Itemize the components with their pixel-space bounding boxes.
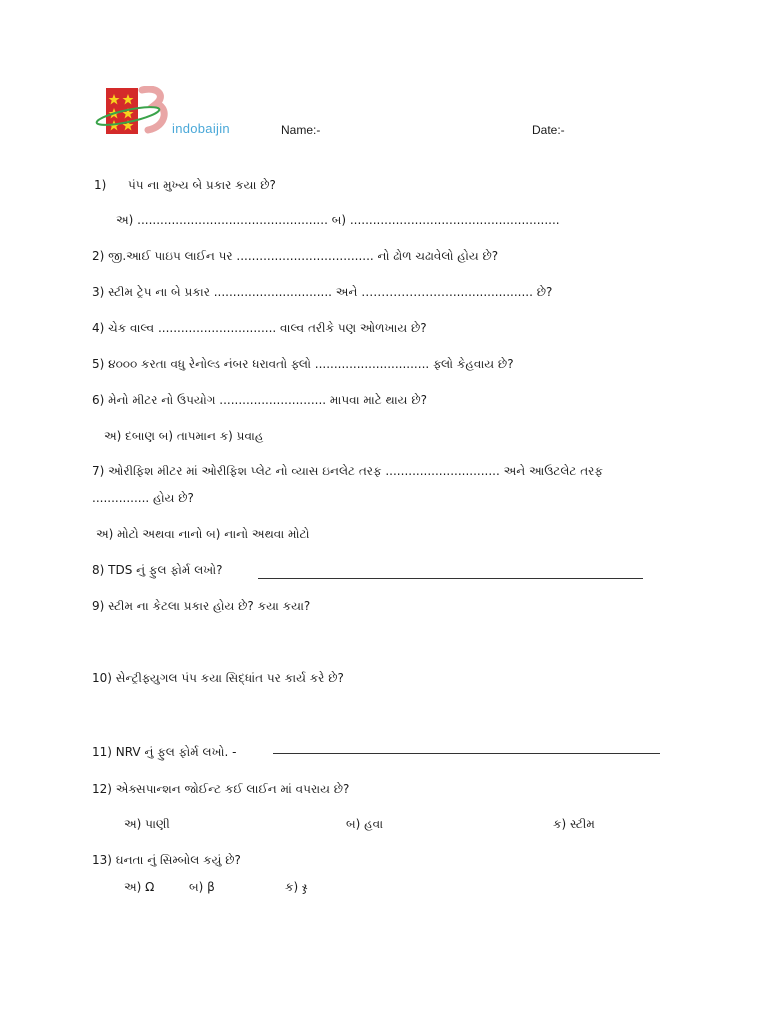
question-13-text: 13) ઘનતા નું સિમ્બોલ કયું છે?	[92, 853, 241, 867]
question-8-text: 8) TDS નું ફુલ ફોર્મ લખો?	[92, 563, 223, 577]
question-6-text: 6) મેનો મીટર નો ઉપયોગ ............................ માપવા માટે થાય છે?	[92, 393, 427, 407]
question-13-option-a: અ) Ω	[124, 880, 155, 894]
question-12-text: 12) એક્સપાન્શન જોઈન્ટ કઈ લાઈન માં વપરાય છે?	[92, 782, 350, 796]
question-4-text: 4) ચેક વાલ્વ ............................... વાલ્વ તરીકે પણ ઓળખાય છે?	[92, 321, 427, 335]
question-12-option-c: ક) સ્ટીમ	[553, 817, 595, 831]
question-12-option-b: બ) હવા	[346, 817, 384, 831]
question-9-text: 9) સ્ટીમ ના કેટલા પ્રકાર હોય છે? કયા કયા?	[92, 599, 311, 613]
question-8-answer-line[interactable]	[258, 578, 643, 579]
date-label: Date:-	[532, 123, 565, 137]
question-7-text: 7) ઓરીફિશ મીટર માં ઓરીફિશ પ્લેટ નો વ્યાસ ઇનલેટ તરફ .............................. અને આઉટલેટ તરફ	[92, 464, 603, 478]
question-13-option-c: ક) ჯ	[285, 880, 308, 894]
question-5-text: 5) ૪૦૦૦ કરતા વધુ રેનોલ્ડ નંબર ધરાવતો ફ્લો .............................. ફ્લો કેહવાય છે?	[92, 357, 514, 371]
question-2-text: 2) જી.આઈ પાઇપ લાઈન પર .................................... નો ઢોળ ચઢાવેલો હોય છે?	[92, 249, 499, 263]
question-3-text: 3) સ્ટીમ ટ્રેપ ના બે પ્રકાર ............................... અને ……………….…...................... છે?	[92, 285, 553, 299]
question-1-options: અ) .................................................. બ) .......................................................	[116, 213, 560, 227]
name-label: Name:-	[281, 123, 321, 137]
question-7-options: અ) મોટો અથવા નાનો બ) નાનો અથવા મોટો	[96, 527, 310, 541]
question-1-text: પંપ ના મુખ્ય બે પ્રકાર કયા છે?	[128, 178, 276, 192]
logo-mark-icon	[94, 86, 174, 136]
question-11-answer-line[interactable]	[273, 753, 660, 754]
question-12-option-a: અ) પાણી	[124, 817, 170, 831]
question-1-number: 1)	[94, 178, 107, 192]
question-6-options: અ) દબાણ બ) તાપમાન ક) પ્રવાહ	[104, 429, 264, 443]
question-10-text: 10) સેન્ટ્રીફ્યુગલ પંપ કયા સિદ્ધાંત પર કાર્ય કરે છે?	[92, 671, 344, 685]
question-7-text-cont: ............... હોય છે?	[92, 491, 194, 505]
brand-name: indobaijin	[172, 121, 230, 136]
question-11-text: 11) NRV નું ફુલ ફોર્મ લખો. -	[92, 745, 237, 759]
question-13-option-b: બ) β	[189, 880, 215, 894]
